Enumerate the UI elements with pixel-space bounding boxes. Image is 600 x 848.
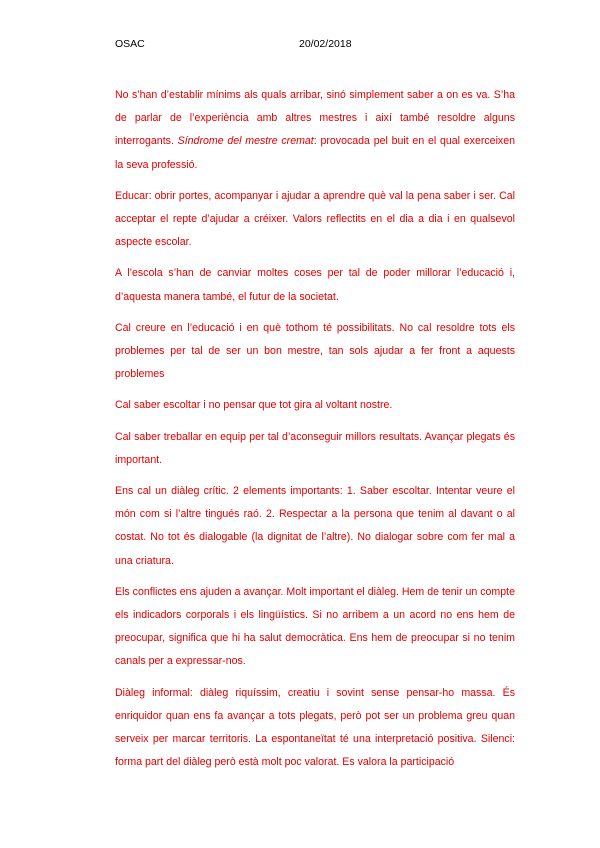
paragraph: Cal saber escoltar i no pensar que tot gira al voltant nostre. (115, 399, 393, 412)
paragraph: Ens cal un diàleg crític. 2 elements importants: 1. Saber escoltar. Intentar veure el món com si l’altre tingués raó. 2. Respectar a la persona que tenim al davant o al costat. No tot és dialogable (la dignitat de l’altre). No dialogar sobre com fer mal a una criatura. (115, 485, 515, 567)
paragraph-text: : provocada pel buit en el qual exerceixen la seva professió. (115, 135, 515, 171)
header-author: OSAC (115, 38, 145, 50)
document-body (115, 84, 515, 782)
paragraph: Educar: obrir portes, acompanyar i ajudar a aprendre què val la pena saber i ser. Cal acceptar el repte d’ajudar a créixer. Valors reflectits en el dia a dia i en qualsevol aspecte escolar. (115, 189, 515, 249)
header-date: 20/02/2018 (299, 38, 352, 50)
paragraph (115, 84, 515, 177)
page-header (115, 38, 485, 52)
paragraph: A l’escola s’han de canviar moltes coses per tal de poder millorar l’educació i, d’aquesta manera també, el futur de la societat. (115, 267, 515, 303)
paragraph: Cal saber treballar en equip per tal d’aconseguir millors resultats. Avançar plegats és important. (115, 430, 515, 466)
paragraph: Els conflictes ens ajuden a avançar. Molt important el diàleg. Hem de tenir un compte els indicadors corporals i els lingüístics. Si no arribem a un acord no ens hem de preocupar, significa que hi ha salut democràtica. Ens hem de preocupar si no tenim canals per a expressar-nos. (115, 585, 515, 668)
paragraph: Cal creure en l’educació i en què tothom té possibilitats. No cal resoldre tots els problemes per tal de ser un bon mestre, tan sols ajudar a fer front a aquests problemes (115, 321, 515, 381)
paragraph-text: No s’han d’establir mínims als quals arribar, sinó simplement saber a on es va. S’ha de parlar de l’experiència amb altres mestres i així també resoldre alguns interrogants. (115, 89, 515, 148)
paragraph-italic-term: Síndrome del mestre cremat (177, 135, 314, 148)
paragraph: Diàleg informal: diàleg riquíssim, creatiu i sovint sense pensar-ho massa. És enriquidor quan ens fa avançar a tots plegats, però pot ser un problema greu quan serveix per marcar territoris. La espontaneïtat té una interpretació positiva. Silenci: forma part del diàleg però està molt poc valorat. Es valora la participació (115, 686, 515, 769)
